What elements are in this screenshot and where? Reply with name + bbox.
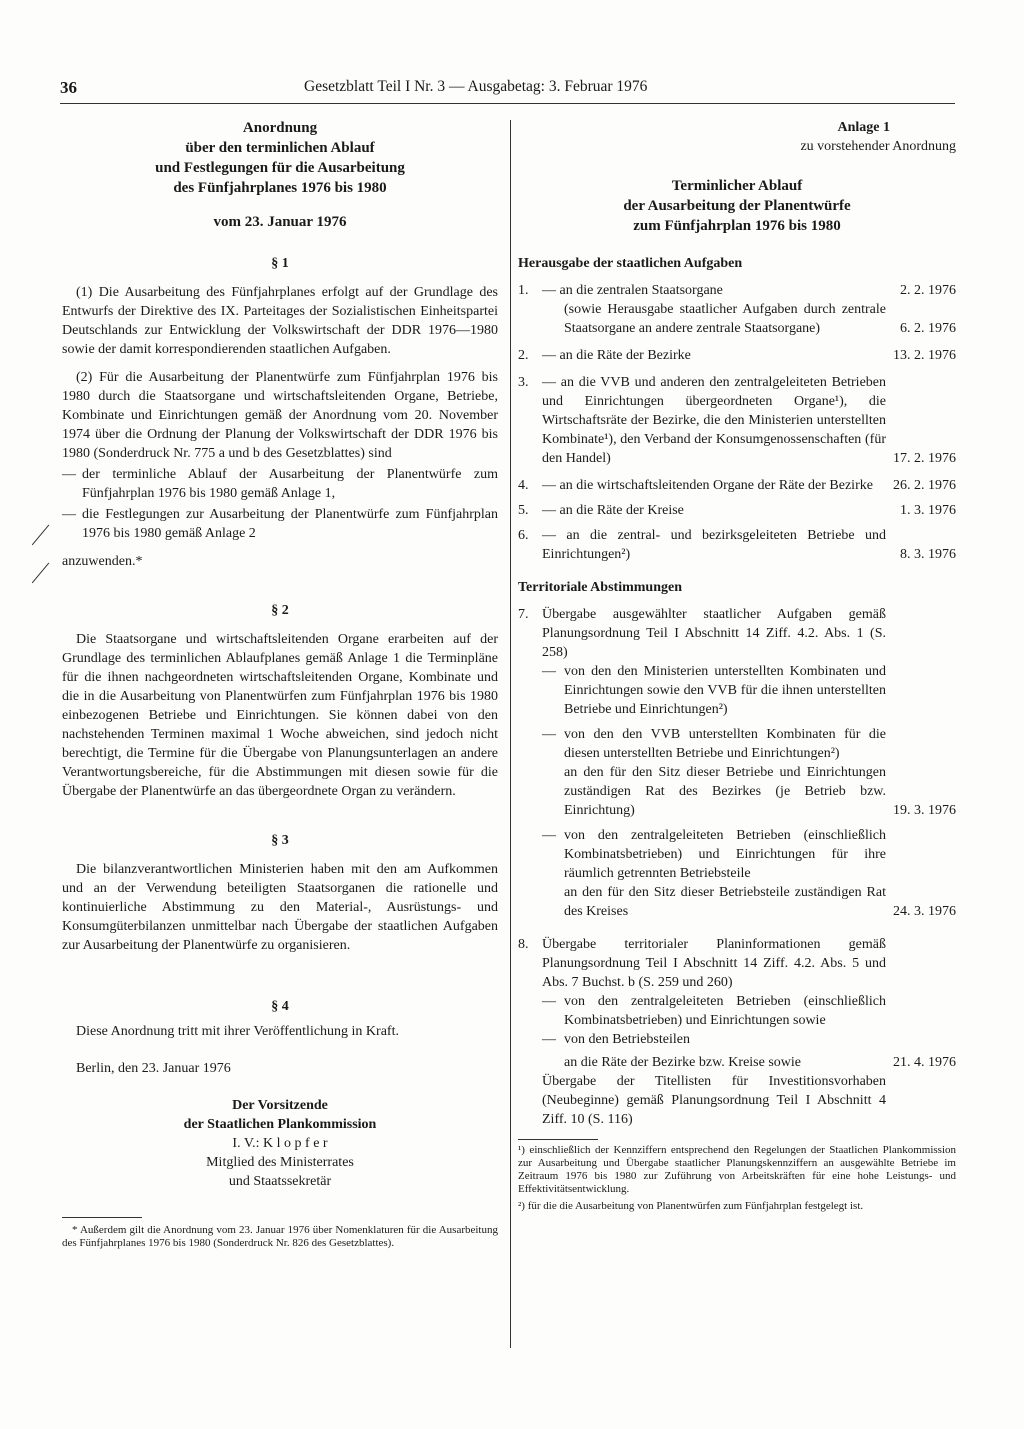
list-item	[62, 465, 498, 503]
footnote: * Außerdem gilt die Anordnung vom 23. Januar 1976 über Nomenklaturen für die Ausarbeitung des Fünfjahrplanes 1976 bis 1980 (Sonderdruck Nr. 826 des Gesetzblattes).	[62, 1224, 498, 1249]
schedule-entry	[518, 935, 956, 992]
entry-date: 24. 3. 1976	[893, 904, 956, 919]
title-line: Terminlicher Ablauf	[671, 178, 803, 194]
sub-entry-text: an den für den Sitz dieser Betriebsteile zuständigen Rat des Kreises	[564, 885, 886, 919]
right-column	[518, 118, 956, 1213]
entry-date: 13. 2. 1976	[893, 348, 956, 363]
sub-entry-text: von den Betriebsteilen	[564, 1032, 690, 1047]
section-3-heading: § 3	[271, 833, 289, 848]
entry-text: — an die zentral- und bezirksgeleiteten Betriebe und Einrichtungen²)	[542, 528, 886, 562]
running-head: Gesetzblatt Teil I Nr. 3 — Ausgabetag: 3. Februar 1976	[304, 78, 648, 95]
dash: —	[62, 467, 76, 482]
entry-number: 2.	[518, 348, 529, 363]
sub-entry-text: an die Räte der Bezirke bzw. Kreise sowie	[564, 1055, 801, 1070]
header-rule	[60, 103, 955, 104]
schedule-entry	[518, 300, 956, 338]
title-line: des Fünfjahrplanes 1976 bis 1980	[173, 180, 387, 196]
list-item-text: die Festlegungen zur Ausarbeitung der Planentwürfe zum Fünfjahrplan 1976 bis 1980 gemäß Anlage 2	[82, 507, 498, 541]
schedule-entry	[518, 1072, 956, 1129]
sub-entry-text: an den für den Sitz dieser Betriebe und Einrichtungen zuständigen Rat des Bezirkes (je Betrieb bzw. Einrichtung)	[564, 765, 886, 818]
annex-title	[518, 176, 956, 236]
sub-entry-text: von den den Ministerien unterstellten Kombinaten und Einrichtungen sowie den VVB für die ihnen unterstellten Betriebe und Einrichtungen²)	[564, 664, 886, 717]
margin-mark	[32, 525, 50, 546]
signature-line: und Staatssekretär	[228, 1174, 332, 1189]
sub-entry	[518, 662, 956, 719]
entry-text: — an die VVB und anderen den zentralgeleiteten Betrieben und Einrichtungen übergeordneten Organe¹), die Wirtschaftsräte der Bezirke, die den Ministerien unterstellten Kombinate¹), den Verband der Konsumgenossenschaften (für den Handel)	[542, 375, 886, 466]
schedule-entry	[518, 281, 956, 300]
sub-entry	[518, 1053, 956, 1072]
dash: —	[542, 1032, 556, 1047]
footnote-rule	[518, 1139, 598, 1140]
footnote-1: ¹) einschließlich der Kennziffern entsprechend den Regelungen der Staatlichen Plankommission zur Ausarbeitung und Übergabe staatlicher Planungskennziffern an ausgewählte Betriebe im Zeitraum 1976 bis 1980 zur Zuführung von Arbeitskräften für eine hohe Leistungs- und Effektivitätsentwicklung.	[518, 1144, 956, 1195]
entry-text: — an die wirtschaftsleitenden Organe der Räte der Bezirke	[542, 478, 873, 493]
section-3-paragraph: Die bilanzverantwortlichen Ministerien haben mit den am Aufkommen und an der Verwendung beteiligten Staatsorganen die rationelle und kontinuierliche Abstimmung zu den Material-, Ausrüstungs- und Konsumgüterbilanzen unmittelbar nach Übergabe der staatlichen Aufgaben zur Ausarbeitung der Planentwürfe zu organisieren.	[62, 862, 498, 953]
sub-entry-text: von den den VVB unterstellten Kombinaten für die diesen unterstellten Betriebe und Einrichtungen²)	[564, 727, 886, 761]
dash: —	[62, 507, 76, 522]
annex-label: Anlage 1	[837, 120, 890, 135]
sub-entry	[518, 725, 956, 763]
section-2-heading: § 2	[271, 603, 289, 618]
sub-entry	[518, 992, 956, 1030]
section-1-paragraph-2: (2) Für die Ausarbeitung der Planentwürfe zum Fünfjahrplan 1976 bis 1980 durch die Staatsorgane und wirtschaftsleitenden Organe, Betriebe, Kombinate und Einrichtungen gemäß der Anordnung vom 20. November 1974 über die Ordnung der Planung der Volkswirtschaft der DDR 1976 bis 1980 (Sonderdruck Nr. 775 a und b des Gesetzblattes) sind	[62, 370, 498, 461]
entry-date: 26. 2. 1976	[893, 478, 956, 493]
title-line: Anordnung	[242, 120, 318, 136]
entry-date: 6. 2. 1976	[900, 321, 956, 336]
list-item-text: der terminliche Ablauf der Ausarbeitung der Planentwürfe zum Fünfjahrplan 1976 bis 1980 gemäß Anlage 1,	[82, 467, 498, 501]
sub-entry-text: von den zentralgeleiteten Betrieben (einschließlich Kombinatsbetrieben) und Einrichtungen für ihre räumlich getrennten Betriebsteile	[564, 828, 886, 881]
entry-text: — an die zentralen Staatsorgane	[542, 283, 723, 298]
sub-entry	[518, 826, 956, 883]
left-column	[62, 118, 498, 1250]
entry-date: 1. 3. 1976	[900, 503, 956, 518]
section-2-paragraph: Die Staatsorgane und wirtschaftsleitenden Organe erarbeiten auf der Grundlage des terminlichen Ablaufplanes gemäß Anlage 1 die Terminpläne für die ihnen nachgeordneten wirtschaftsleitenden Organe, Kombinate und die in die Ausarbeitung von Planentwürfen zum Fünfjahrplan 1976 bis 1980 einbezogenen Betriebe und Einrichtungen. Sie können dabei von den nachstehenden Terminen maximal 1 Woche abweichen, sind jedoch nicht berechtigt, die Termine für die Übergabe von Planungsunterlagen an andere Verantwortungsbereiche, für die Abstimmungen mit diesen sowie für die Übergabe der Planentwürfe an das übergeordnete Organ zu verändern.	[62, 632, 498, 799]
entry-text: — an die Räte der Bezirke	[542, 348, 691, 363]
entry-text: Übergabe der Titellisten für Investitionsvorhaben (Neubeginne) gemäß Planungsordnung Teil I Abschnitt 4 Ziff. 10 (S. 116)	[542, 1074, 886, 1127]
place-date: Berlin, den 23. Januar 1976	[76, 1061, 231, 1076]
margin-mark	[32, 563, 50, 584]
title-line: zum Fünfjahrplan 1976 bis 1980	[633, 218, 841, 234]
ordinance-title	[62, 118, 498, 198]
section-1-paragraph-1: (1) Die Ausarbeitung des Fünfjahrplanes erfolgt auf der Grundlage des Entwurfs der Direktive des IX. Parteitages der Sozialistischen Einheitspartei Deutschlands zur Entwicklung der Volkswirtschaft der DDR 1976—1980 sowie der damit korrespondierenden staatlichen Aufgaben.	[62, 285, 498, 357]
title-line: der Ausarbeitung der Planentwürfe	[623, 198, 851, 214]
signature-line: Mitglied des Ministerrates	[206, 1155, 354, 1170]
section-4-paragraph: Diese Anordnung tritt mit ihrer Veröffentlichung in Kraft.	[76, 1024, 399, 1039]
entry-date: 19. 3. 1976	[893, 803, 956, 818]
column-divider	[510, 120, 511, 1348]
entry-date: 8. 3. 1976	[900, 547, 956, 562]
entry-number: 6.	[518, 528, 529, 543]
page-header	[60, 78, 960, 102]
entry-number: 5.	[518, 503, 529, 518]
signature-line: I. V.: K l o p f e r	[232, 1136, 328, 1151]
footnote-2: ²) für die die Ausarbeitung von Planentwürfen zum Fünfjahrplan festgelegt ist.	[518, 1200, 864, 1212]
schedule-entry	[518, 501, 956, 520]
entry-number: 7.	[518, 607, 529, 622]
signature-block	[62, 1096, 498, 1191]
sub-entry	[518, 763, 956, 820]
list-item	[62, 505, 498, 543]
entry-number: 3.	[518, 375, 529, 390]
section-heading: Territoriale Abstimmungen	[518, 580, 682, 595]
section-4-heading: § 4	[271, 999, 289, 1014]
title-line: und Festlegungen für die Ausarbeitung	[155, 160, 405, 176]
title-line: über den terminlichen Ablauf	[185, 140, 375, 156]
sub-entry-text: von den zentralgeleiteten Betrieben (einschließlich Kombinatsbetrieben) und Einrichtungen sowie	[564, 994, 886, 1028]
section-heading: Herausgabe der staatlichen Aufgaben	[518, 256, 743, 271]
sub-entry	[518, 883, 956, 921]
sub-entry	[518, 1030, 956, 1049]
entry-number: 4.	[518, 478, 529, 493]
schedule-entry	[518, 476, 956, 495]
schedule-entry	[518, 605, 956, 662]
section-1-closing: anzuwenden.*	[62, 554, 143, 569]
dash: —	[542, 994, 556, 1009]
entry-text: — an die Räte der Kreise	[542, 503, 684, 518]
page-number: 36	[60, 78, 77, 97]
entry-date: 17. 2. 1976	[893, 451, 956, 466]
footnote-rule	[62, 1217, 142, 1218]
entry-text: (sowie Herausgabe staatlicher Aufgaben durch zentrale Staatsorgane an andere zentrale Staatsorgane)	[564, 302, 886, 336]
annex-subtitle: zu vorstehender Anordnung	[800, 139, 956, 154]
signature-line: der Staatlichen Plankommission	[183, 1117, 377, 1132]
dash: —	[542, 727, 556, 742]
section-1-heading: § 1	[271, 256, 289, 271]
ordinance-date: vom 23. Januar 1976	[213, 214, 347, 230]
dash: —	[542, 664, 556, 679]
entry-text: Übergabe territorialer Planinformationen gemäß Planungsordnung Teil I Abschnitt 14 Ziff. 4.2. Abs. 5 und Abs. 7 Buchst. b (S. 259 und 260)	[542, 937, 886, 990]
schedule-entry	[518, 373, 956, 468]
entry-date: 21. 4. 1976	[893, 1055, 956, 1070]
schedule-entry	[518, 346, 956, 365]
entry-number: 1.	[518, 283, 529, 298]
schedule-entry	[518, 526, 956, 564]
signature-line: Der Vorsitzende	[232, 1098, 328, 1113]
dash: —	[542, 828, 556, 843]
entry-number: 8.	[518, 937, 529, 952]
entry-text: Übergabe ausgewählter staatlicher Aufgaben gemäß Planungsordnung Teil I Abschnitt 14 Ziff. 4.2. Abs. 1 (S. 258)	[542, 607, 886, 660]
entry-date: 2. 2. 1976	[900, 283, 956, 298]
